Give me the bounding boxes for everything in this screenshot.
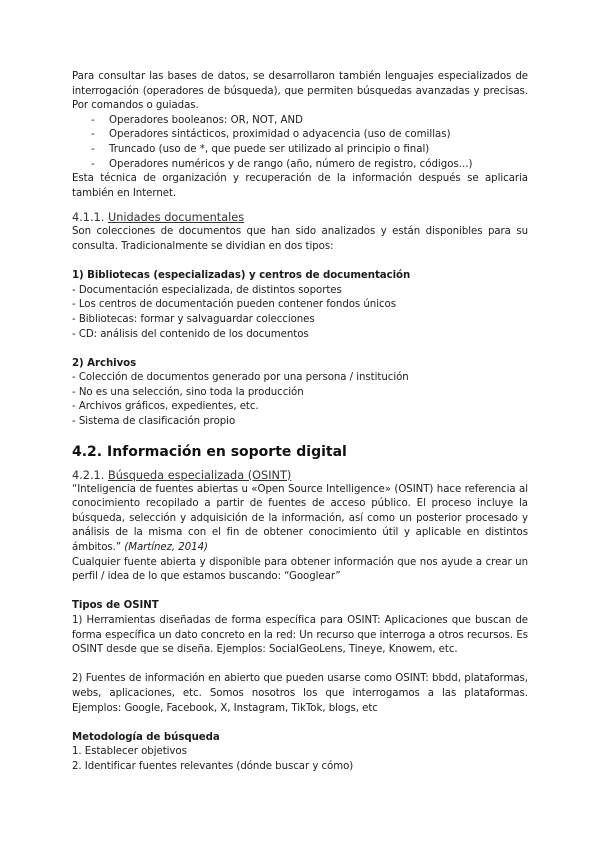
list-item: - CD: análisis del contenido de los documentos: [72, 328, 309, 340]
list-item: - Bibliotecas: formar y salvaguardar colecciones: [72, 313, 315, 325]
method-title: Metodología de búsqueda: [72, 731, 220, 743]
list-item: - Sistema de clasificación propio: [72, 416, 236, 428]
osint-type-2: 2) Fuentes de información en abierto que pueden usarse como OSINT: bbdd, plataformas, webs, aplicaciones, etc. Somos nosotros los que interrogamos a las plataformas. Ejemplos: Google, Facebook, X, Instagram, TikTok, blogs, etc: [72, 673, 528, 714]
list-item: - Truncado (uso de *, que puede ser utilizado al principio o final): [72, 143, 528, 158]
list-item: - Operadores numéricos y de rango (año, número de registro, códigos...): [72, 158, 528, 173]
section-heading-42: 4.2. Información en soporte digital: [72, 443, 347, 460]
group2-title: 2) Archivos: [72, 357, 137, 369]
quote-text: “Inteligencia de fuentes abiertas u «Open Source Intelligence» (OSINT) hace referencia al conocimiento recopilado a partir de fuentes de acceso público. El proceso incluye la búsqueda, selección y adquisición de la información, así como un posterior procesado y análisis de la misma con el fin de obtener conocimiento útil y aplicable en distintos ámbitos.”: [72, 483, 528, 554]
operators-list: [72, 114, 528, 172]
list-item: - Operadores sintácticos, proximidad o adyacencia (uso de comillas): [72, 128, 528, 143]
osint-quote: [72, 483, 528, 556]
google-note: Cualquier fuente abierta y disponible para obtener información que nos ayude a crear un perfil / idea de lo que estamos buscando: “Googlear”: [72, 556, 528, 583]
types-title: Tipos de OSINT: [72, 600, 159, 612]
section-411-intro: Son colecciones de documentos que han sido analizados y están disponibles para su consulta. Tradicionalmente se dividian en dos tipos:: [72, 226, 528, 252]
subsection-title: Unidades documentales: [107, 211, 245, 225]
subsection-number: 4.1.1.: [72, 211, 105, 225]
list-item: 2. Identificar fuentes relevantes (dónde buscar y cómo): [72, 760, 354, 772]
osint-type-1: 1) Herramientas diseñadas de forma específica para OSINT: Aplicaciones que buscan de forma específica un dato concreto en la red: Un recurso que interroga a otros recursos. Es OSINT desde que se diseña. Ejemplos: SocialGeoLens, Tineye, Knowem, etc.: [72, 615, 528, 656]
list-item: - No es una selección, sino toda la producción: [72, 386, 304, 398]
subsection-heading-411: [72, 210, 528, 225]
list-item: - Los centros de documentación pueden contener fondos únicos: [72, 299, 396, 311]
subsection-heading-421: [72, 468, 528, 483]
intro-paragraph: Para consultar las bases de datos, se desarrollaron también lenguajes especializados de interrogación (operadores de búsqueda), que permiten búsquedas avanzadas y precisas. Por comandos o guiadas.: [72, 71, 528, 112]
group1-title: 1) Bibliotecas (especializadas) y centros de documentación: [72, 270, 411, 282]
subsection-number: 4.2.1.: [72, 468, 105, 482]
intro-closing: Esta técnica de organización y recuperación de la información después se aplicaria también en Internet.: [72, 173, 528, 199]
subsection-title: Búsqueda especializada (OSINT): [107, 468, 292, 482]
list-item: - Colección de documentos generado por una persona / institución: [72, 372, 409, 384]
quote-citation: (Martínez, 2014): [124, 542, 208, 554]
list-item: 1. Establecer objetivos: [72, 746, 187, 758]
list-item: - Archivos gráficos, expedientes, etc.: [72, 401, 259, 413]
list-item: - Documentación especializada, de distintos soportes: [72, 284, 342, 296]
list-item: - Operadores booleanos: OR, NOT, AND: [72, 114, 528, 129]
